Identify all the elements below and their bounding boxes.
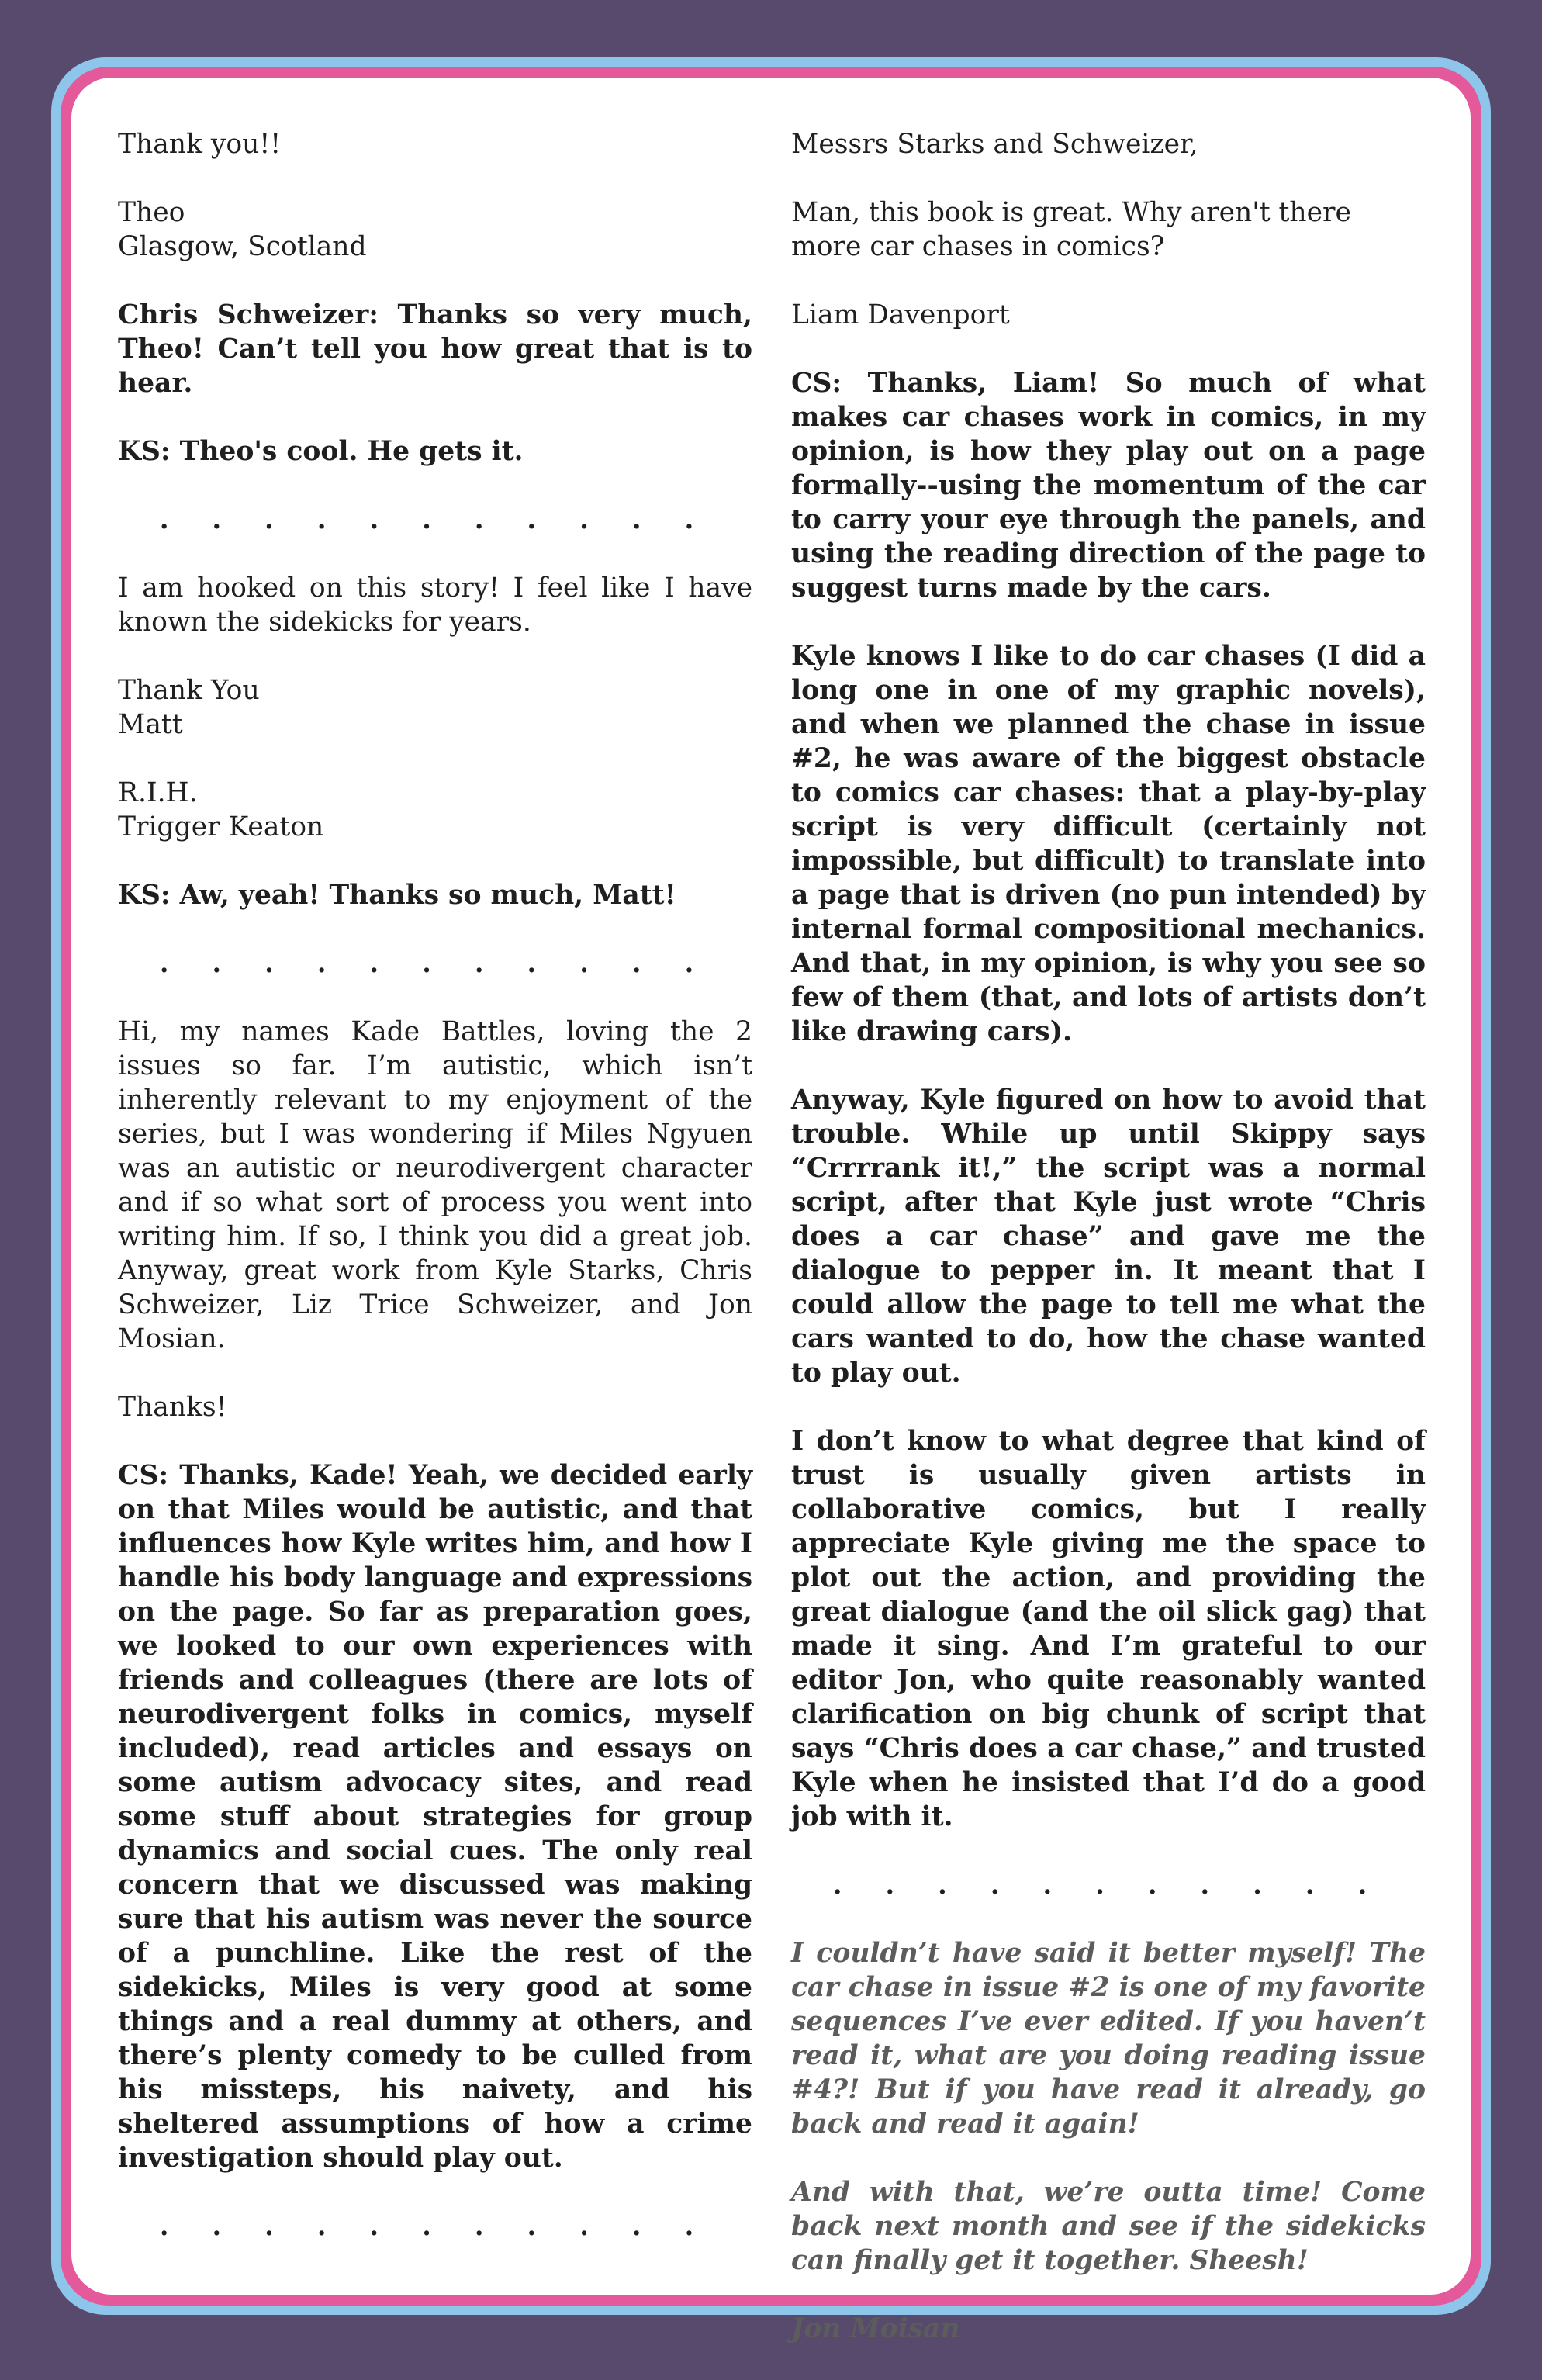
left-column	[118, 127, 752, 2278]
right-column	[791, 127, 1426, 2380]
signature-line: Thank You	[118, 675, 260, 706]
reply-ks-theo: KS: Theo's cool. He gets it.	[118, 436, 524, 467]
editor-note-1: I couldn’t have said it better myself! The car chase in issue #2 is one of my favorite sequences I’ve ever edited. If you haven’t read it, what are you doing reading issue #4?! But if you have read it already, go back and read it again!	[791, 1938, 1426, 2140]
signature-location: Glasgow, Scotland	[118, 231, 367, 262]
postscript-line: R.I.H.	[118, 777, 198, 808]
separator: . . . . . . . . . . .	[159, 504, 711, 535]
reply-cs-liam-1: CS: Thanks, Liam! So much of what makes car chases work in comics, in my opinion, is how they play out on a page formally--using the momentum of the car to carry your eye through the panels, and using the reading direction of the page to suggest turns made by the cars.	[791, 368, 1426, 604]
reply-cs-liam-3: Anyway, Kyle figured on how to avoid that trouble. While up until Skippy says “Crrrrank it!,” the script was a normal script, after that Kyle just wrote “Chris does a car chase” and gave me the dialogue to pepper in. It meant that I could allow the page to tell me what the cars wanted to do, how the chase wanted to play out.	[791, 1084, 1426, 1389]
reply-cs-theo: Chris Schweizer: Thanks so very much, Theo! Can’t tell you how great that is to hear.	[118, 299, 752, 399]
editor-signature: Jon Moisan	[791, 2313, 960, 2344]
letter-matt-body: I am hooked on this story! I feel like I have known the sidekicks for years.	[118, 573, 752, 638]
letter-liam-salutation: Messrs Starks and Schweizer,	[791, 129, 1198, 160]
letter-matt-signature	[118, 673, 752, 742]
letter-theo-body: Thank you!!	[118, 129, 282, 160]
reply-cs-kade: CS: Thanks, Kade! Yeah, we decided early on that Miles would be autistic, and that influences how Kyle writes him, and how I handle his body language and expressions on the page. So far as preparation goes, we looked to our own experiences with friends and colleagues (there are lots of neurodivergent folks in comics, myself included), read articles and essays on some autism advocacy sites, and read some stuff about strategies for group dynamics and social cues. The only real concern that we discussed was making sure that his autism was never the source of a punchline. Like the rest of the sidekicks, Miles is very good at some things and a real dummy at others, and there’s plenty comedy to be culled from his missteps, his naivety, and his sheltered assumptions of how a crime investigation should play out.	[118, 1460, 752, 2174]
editor-note-2: And with that, we’re outta time! Come back next month and see if the sidekicks can finally get it together. Sheesh!	[791, 2177, 1426, 2276]
letters-page	[71, 78, 1471, 2344]
reply-cs-liam-4: I don’t know to what degree that kind of trust is usually given artists in collaborative comics, but I really appreciate Kyle giving me the space to plot out the action, and providing the great dialogue (and the oil slick gag) that made it sing. And I’m grateful to our editor Jon, who quite reasonably wanted clarification on big chunk of script that says “Chris does a car chase,” and trusted Kyle when he insisted that I’d do a good job with it.	[791, 1426, 1426, 1832]
separator: . . . . . . . . . . .	[832, 1870, 1385, 1901]
letter-liam-signature: Liam Davenport	[791, 299, 1010, 330]
letter-kade-body: Hi, my names Kade Battles, loving the 2 issues so far. I’m autistic, which isn’t inherently relevant to my enjoyment of the series, but I was wondering if Miles Ngyuen was an autistic or neurodivergent character and if so what sort of process you went into writing him. If so, I think you did a great job. Anyway, great work from Kyle Starks, Chris Schweizer, Liz Trice Schweizer, and Jon Mosian.	[118, 1016, 752, 1354]
signature-name: Matt	[118, 709, 183, 740]
postscript-line: Trigger Keaton	[118, 811, 324, 842]
signature-name: Theo	[118, 197, 185, 228]
letter-kade-signoff: Thanks!	[118, 1392, 227, 1423]
letter-liam-body: Man, this book is great. Why aren't there more car chases in comics?	[791, 197, 1351, 262]
separator: . . . . . . . . . . .	[159, 948, 711, 979]
reply-ks-matt: KS: Aw, yeah! Thanks so much, Matt!	[118, 880, 676, 911]
reply-cs-liam-2: Kyle knows I like to do car chases (I did a long one in one of my graphic novels), and when we planned the chase in issue #2, he was aware of the biggest obstacle to comics car chases: that a play-by-play script is very difficult (certainly not impossible, but difficult) to translate into a page that is driven (no pun intended) by internal formal compositional mechanics. And that, in my opinion, is why you see so few of them (that, and lots of artists don’t like drawing cars).	[791, 641, 1426, 1047]
letter-theo-signature	[118, 195, 752, 264]
letter-matt-postscript	[118, 776, 752, 844]
separator: . . . . . . . . . . .	[159, 2211, 711, 2242]
